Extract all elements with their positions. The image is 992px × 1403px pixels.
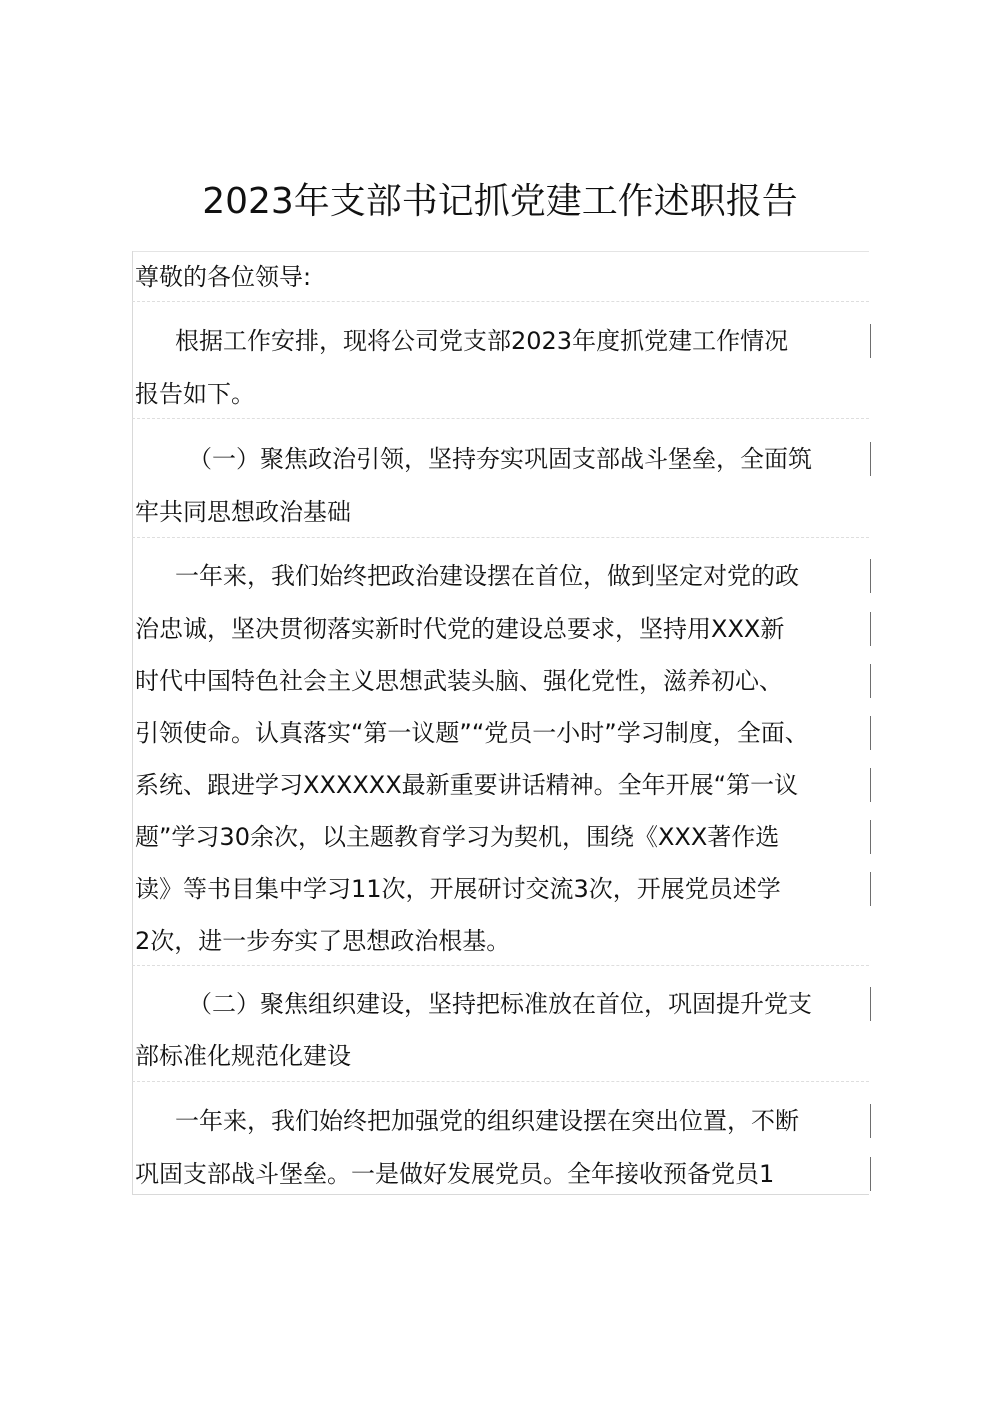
section1-body-line: 系统、跟进学习XXXXXX最新重要讲话精神。全年开展“第一议 bbox=[135, 768, 871, 802]
section1-body-line: 治忠诚，坚决贯彻落实新时代党的建设总要求，坚持用XXX新 bbox=[135, 612, 871, 646]
salutation: 尊敬的各位领导: bbox=[135, 263, 312, 291]
section1-body-line: 时代中国特色社会主义思想武装头脑、强化党性，滋养初心、 bbox=[135, 664, 871, 698]
section1-body-line: 读》等书目集中学习11次，开展研讨交流3次，开展党员述学 bbox=[135, 872, 871, 906]
section1-heading-line: （一）聚焦政治引领，坚持夯实巩固支部战斗堡垒，全面筑 bbox=[135, 442, 871, 476]
paragraph-divider bbox=[132, 537, 869, 538]
section2-body-line: 一年来，我们始终把加强党的组织建设摆在突出位置，不断 bbox=[135, 1104, 871, 1138]
intro-line: 报告如下。 bbox=[135, 380, 255, 408]
intro-line: 根据工作安排，现将公司党支部2023年度抓党建工作情况 bbox=[135, 324, 871, 358]
paragraph-divider bbox=[132, 965, 869, 966]
section1-body-line: 引领使命。认真落实“第一议题”“党员一小时”学习制度，全面、 bbox=[135, 716, 871, 750]
paragraph-divider bbox=[132, 1081, 869, 1082]
section1-body-line: 题”学习30余次，以主题教育学习为契机，围绕《XXX著作选 bbox=[135, 820, 871, 854]
document-title: 2023年支部书记抓党建工作述职报告 bbox=[202, 181, 798, 222]
paragraph-divider bbox=[132, 301, 869, 302]
section2-heading-line: 部标准化规范化建设 bbox=[135, 1042, 351, 1070]
section1-body-line: 2次，进一步夯实了思想政治根基。 bbox=[135, 927, 511, 955]
section1-body-line: 一年来，我们始终把政治建设摆在首位，做到坚定对党的政 bbox=[135, 559, 871, 593]
section1-heading-line: 牢共同思想政治基础 bbox=[135, 498, 351, 526]
section2-heading-line: （二）聚焦组织建设，坚持把标准放在首位，巩固提升党支 bbox=[135, 987, 871, 1021]
paragraph-divider bbox=[132, 418, 869, 419]
section2-body-line: 巩固支部战斗堡垒。一是做好发展党员。全年接收预备党员1 bbox=[135, 1157, 871, 1191]
